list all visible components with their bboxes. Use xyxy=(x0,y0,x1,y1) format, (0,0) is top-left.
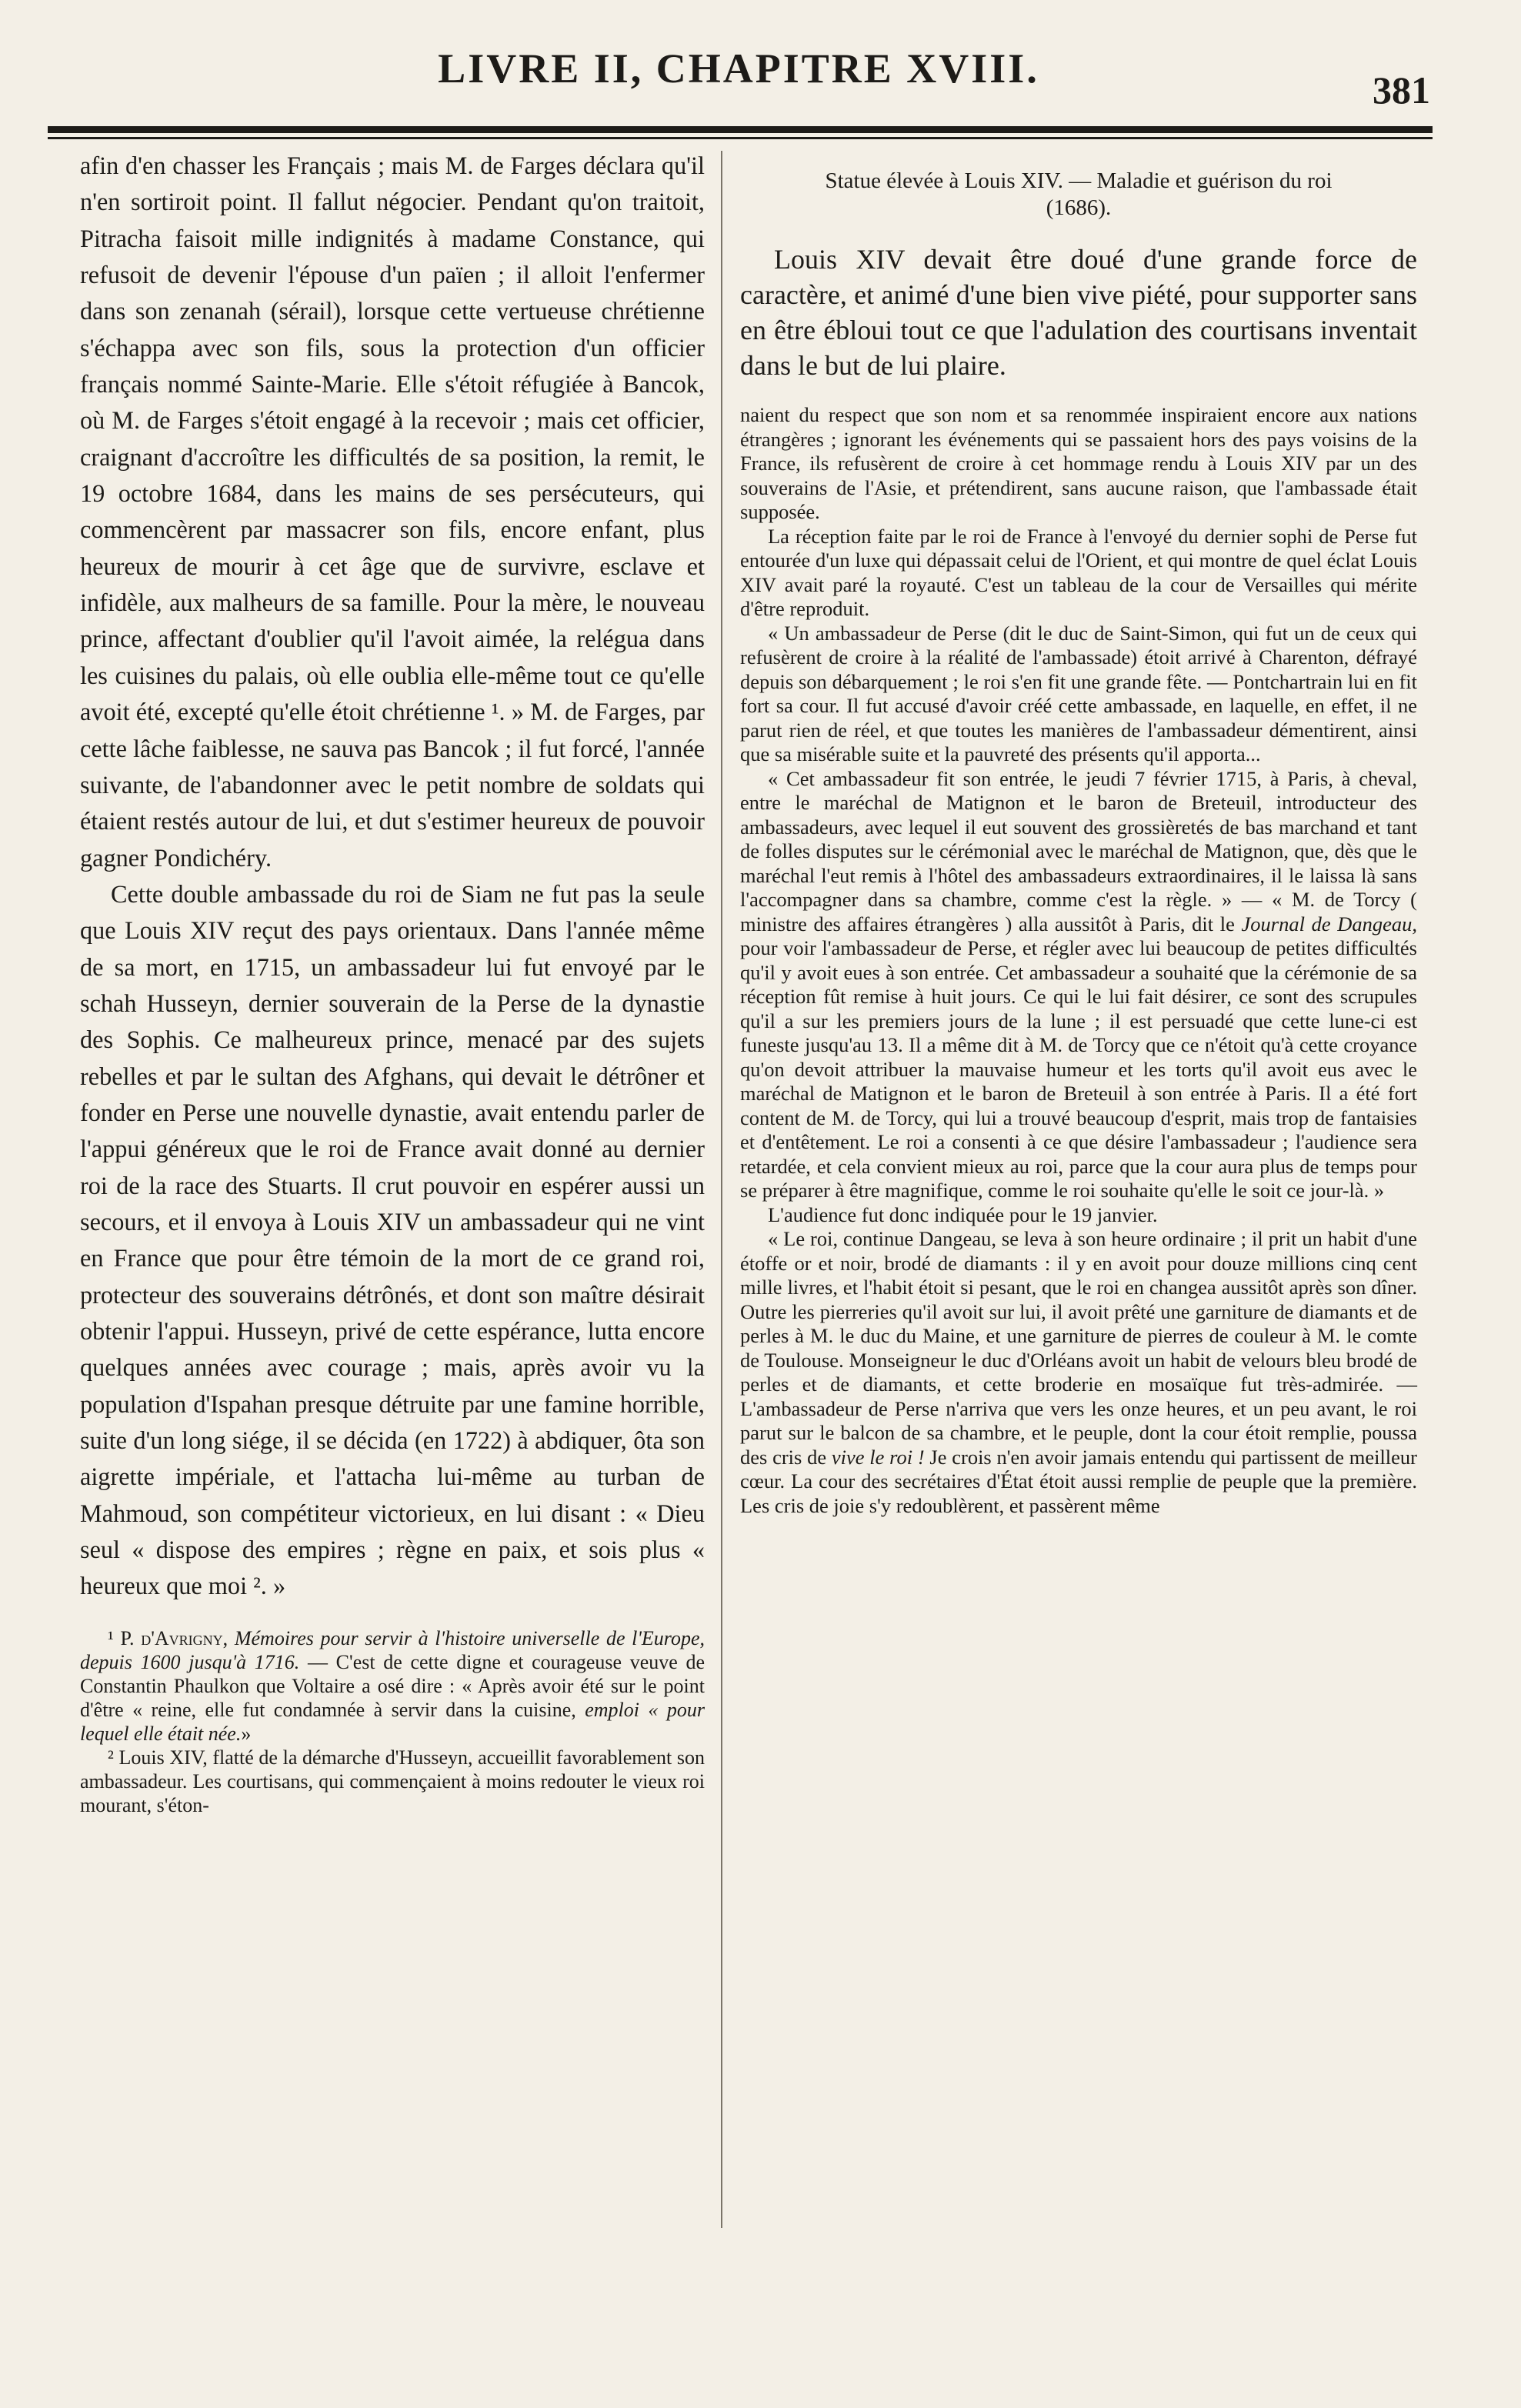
section-heading xyxy=(740,168,1417,222)
left-paragraph-2: Cette double ambassade du roi de Siam ne fut pas la seule que Louis XIV reçut des pays orientaux. Dans l'année même de sa mort, en 1715, un ambassadeur lui fut envoyé par le schah Husseyn, dernier souverain de la Perse de la dynastie des Sophis. Ce malheureux prince, menacé par des sujets rebelles et par le sultan des Afghans, qui devait le détrôner et fonder en Perse une nouvelle dynastie, avait entendu parler de l'appui généreux que le roi de France avait donné au dernier roi de la race des Stuarts. Il crut pouvoir en espérer aussi un secours, et il envoya à Louis XIV un ambassadeur qui ne vint en France que pour être témoin de la mort de ce grand roi, protecteur des souverains détrônés, et dont son maître désirait obtenir l'appui. Husseyn, privé de cette espérance, lutta encore quelques années avec courage ; mais, après avoir vu la population d'Ispahan presque détruite par une famine horrible, suite d'un long siége, il se décida (en 1722) à abdiquer, ôta son aigrette impériale, et l'attacha lui-même au turban de Mahmoud, son compétiteur victorieux, en lui disant : « Dieu seul « dispose des empires ; règne en paix, et sois plus « heureux que moi ². » xyxy=(80,879,705,1600)
right-paragraph-5: L'audience fut donc indiquée pour le 19 janvier. xyxy=(768,1202,1158,1226)
right-paragraph-4 xyxy=(740,767,1417,1203)
right-paragraph-4-part-b: pour voir l'ambassadeur de Perse, et régler avec lui beaucoup de petites difficultés qu'il y avoit eues à son entrée. Cet ambassadeur a souhaité que la cérémonie de sa réception fût remise à huit jours. Ce qui le lui fait désirer, ce sont des scrupules qu'il a sur les premiers jours de la lune ; il est persuadé que cette lune-ci est funeste jusqu'au 13. Il a même dit à M. de Torcy que ce n'étoit qu'à cette croyance qu'on devoit attribuer la mauvaise humeur et les torts qu'il avoit eus avec le maréchal de Matignon et le baron de Breteuil à son entrée à Paris. Il a été fort content de M. de Torcy, qui lui a trouvé beaucoup d'esprit, mais trop de fantaisies et d'entêtement. Le roi a consenti à ce que désire l'ambassadeur ; l'audience sera retardée, et cela convient mieux au roi, parce que la cour aura plus de temps pour se préparer à être magnifique, comme le roi souhaite qu'elle le soit ce jour-là. » xyxy=(740,936,1417,1202)
right-paragraph-6-part-a: « Le roi, continue Dangeau, se leva à son heure ordinaire ; il prit un habit d'une étoffe or et noir, brodé de diamants : il y en avoit pour douze millions cinq cent mille livres, et l'habit étoit si pesant, que le roi en changea aussitôt après son dîner. Outre les pierreries qu'il avoit sur lui, il avoit prêté une garniture de diamants et de perles à M. le duc du Maine, et une garniture de pierres de couleur à M. le comte de Toulouse. Monseigneur le duc d'Orléans avoit un habit de velours bleu brodé de perles et de diamants, et cette broderie en mosaïque fut très-admirée. — L'ambassadeur de Perse n'arriva que vers les onze heures, et un peu avant, le roi parut sur le balcon de sa chambre, et le peuple, dont la cour étoit remplie, poussa des cris de xyxy=(740,1227,1417,1469)
left-column xyxy=(80,148,705,1817)
header-rule-thick xyxy=(48,126,1433,133)
running-title: LIVRE II, CHAPITRE XVIII. xyxy=(438,45,1039,92)
footnote-1-italic: emploi « pour lequel elle était née. xyxy=(80,1698,705,1745)
footnote-1 xyxy=(80,1626,705,1746)
right-paragraph-6-part-b: Je crois n'en avoir jamais entendu qui partissent de meilleur cœur. La cour des secrétaires d'État étoit aussi remplie de peuple que la première. Les cris de joie s'y redoublèrent, et passèrent même xyxy=(740,1445,1418,1517)
lead-paragraph: Louis XIV devait être doué d'une grande force de caractère, et animé d'une bien vive piété, pour supporter sans en être ébloui tout ce que l'adulation des courtisans inventait dans le but de lui plaire. xyxy=(740,244,1417,381)
right-paragraph-2: La réception faite par le roi de France à l'envoyé du dernier sophi de Perse fut entourée d'un luxe qui dépassait celui de l'Orient, et qui montre de quel éclat Louis XIV avait paré la royauté. C'est un tableau de la cour de Versailles qui mérite d'être reproduit. xyxy=(740,524,1417,620)
section-heading-line-2: (1686). xyxy=(1046,195,1112,220)
right-paragraph-6 xyxy=(740,1227,1417,1518)
left-paragraph-1: afin d'en chasser les Français ; mais M. de Farges déclara qu'il n'en sortiroit point. Il fallut négocier. Pendant qu'on traitoit, Pitracha faisoit mille indignités à madame Constance, qui refusoit de devenir l'épouse d'un païen ; il alloit l'enfermer dans son zenanah (sérail), lorsque cette vertueuse chrétienne s'échappa avec son fils, sous la protection d'un officier français nommé Sainte-Marie. Elle s'étoit réfugiée à Bancok, où M. de Farges s'étoit engagé à la recevoir ; mais cet officier, craignant d'accroître les difficultés de sa position, la remit, le 19 octobre 1684, dans les mains de ses persécuteurs, qui commencèrent par massacrer son fils, encore enfant, plus heureux de mourir à cet âge que de survivre, esclave et infidèle, aux malheurs de sa famille. Pour la mère, le nouveau prince, affectant d'oublier qu'il l'avoit aimée, la relégua dans les cuisines du palais, où elle oublia elle-même tout ce qu'elle avoit été, excepté qu'elle étoit chrétienne ¹. » M. de Farges, par cette lâche faiblesse, ne sauva pas Bancok ; il fut forcé, l'année suivante, de l'abandonner avec le petit nombre de soldats qui étaient restés autour de lui, et dut s'estimer heureux de pouvoir gagner Pondichéry. xyxy=(80,152,705,872)
right-body-text xyxy=(740,403,1417,1518)
footnotes xyxy=(80,1626,705,1817)
footnote-1-text-b: » xyxy=(241,1722,252,1745)
page-number: 381 xyxy=(1373,68,1430,112)
section-heading-line-1: Statue élevée à Louis XIV. — Maladie et guérison du roi xyxy=(825,168,1333,193)
right-column xyxy=(740,154,1417,1518)
footnote-1-text-a: — C'est de cette digne et courageuse veuve de Constantin Phaulkon que Voltaire a osé dire : « Après avoir été sur le point d'être « reine, elle fut condamnée à servir dans la cuisine, xyxy=(80,1650,705,1721)
vive-le-roi: vive le roi ! xyxy=(831,1445,925,1469)
right-paragraph-4-part-a: « Cet ambassadeur fit son entrée, le jeudi 7 février 1715, à Paris, à cheval, entre le maréchal de Matignon et le baron de Breteuil, introducteur des ambassadeurs, avec lequel il eut souvent des grossièretés de bas marchand et tant de folles disputes sur le cérémonial avec le maréchal de Matignon, que, dès que le maréchal l'eut remis à l'hôtel des ambassadeurs extraordinaires, il le laissa là sans l'accompagner dans sa chambre, comme c'est la règle. » — « M. de Torcy ( ministre des affaires étrangères ) alla aussitôt à Paris, dit le xyxy=(740,766,1417,936)
header-rule-thin xyxy=(48,137,1433,139)
right-paragraph-3: « Un ambassadeur de Perse (dit le duc de Saint-Simon, qui fut un de ceux qui refusèrent de croire à la réalité de l'ambassade) étoit arrivé à Charenton, défrayé depuis son débarquement ; le roi s'en fit une grande fête. — Pontchartrain lui en fit fort sa cour. Il fut accusé d'avoir créé cette ambassade, en laquelle, en effet, il ne parut rien de réel, et que toutes les manières de l'ambassadeur démentirent, ainsi que sa misérable suite et la pauvreté des présents qu'il apporta... xyxy=(740,621,1417,765)
footnote-2-text: Louis XIV, flatté de la démarche d'Husseyn, accueillit favorablement son ambassadeur. Les courtisans, qui commençaient à moins redouter le vieux roi mourant, s'éton- xyxy=(80,1746,705,1816)
footnote-1-title: Mémoires pour servir à l'histoire universelle de l'Europe, depuis 1600 jusqu'à 1716. xyxy=(80,1626,705,1673)
column-divider xyxy=(721,151,722,2228)
journal-title: Journal de Dangeau, xyxy=(1241,912,1418,936)
footnote-1-author: P. d'Avrigny, xyxy=(120,1626,228,1649)
right-paragraph-1: naient du respect que son nom et sa renommée inspiraient encore aux nations étrangères ; ignorant les événements qui se passaient hors des pays voisins de la France, ils refusèrent de croire à cet hommage rendu à Louis XIV par un des souverains de l'Asie, et prétendirent, sans aucune raison, que l'ambassade était supposée. xyxy=(740,403,1417,523)
left-body-text xyxy=(80,148,705,1605)
footnote-2 xyxy=(80,1746,705,1817)
footnote-2-mark: ² xyxy=(108,1746,114,1769)
footnote-1-mark: ¹ xyxy=(108,1626,114,1649)
